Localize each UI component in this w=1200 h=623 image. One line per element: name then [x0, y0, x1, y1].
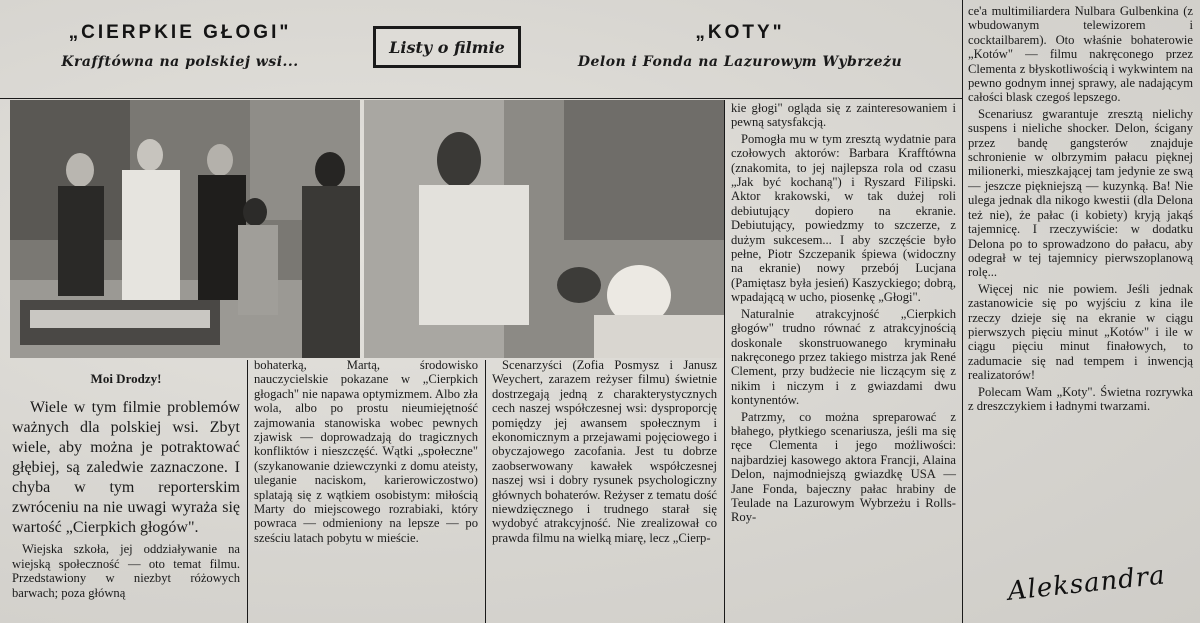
column-4-paragraph-2: Pomogła mu w tym zresztą wydatnie para czołowych aktorów: Barbara Krafftówna (znakomita, to jej najlepsza rola od czasu „Jak być kochaną") i Ryszard Filipski. Aktor krakowski, w tak dużej roli debiutujący dopiero na ekranie. Debiutujący, powiedzmy to szczerze, z dużym sukcesem... I aby szczęście było pełne, Piotr Szczepanik śpiewa (widoczny na ekranie) nowy przebój Lucjana (Pamiętasz była jesień) Kaszyckiego; dobrą, wpadającą w ucho, piosenkę „Głogi".	[731, 131, 956, 305]
column-2-text: bohaterką, Martą, środowisko nauczycielskie pokazane w „Cierpkich głogach" nie napawa optymizmem. Albo zła wola, albo po prostu nieumiejętność zajmowania stanowiska wobec pewnych zjawisk — doprowadzają do tragicznych konfliktów i nieszczęść. Wątki „społeczne" (szykanowanie dziewczynki z domu ateisty, uleganie naciskom, karierowiczostwo) splatają się z wątkiem osobistym: miłością Marty do miejscowego rozrabiaki, który powraca — odmieniony na lepsze — po sześciu latach pobytu w mieście.	[254, 358, 478, 545]
column-5	[968, 4, 1193, 415]
film-still-right-drawing	[364, 100, 724, 358]
film-still-right-image	[364, 100, 724, 358]
column-5-paragraph-3: Więcej nic nie powiem. Jeśli jednak zastanowicie się po wyjściu z kina ile rzeczy dzieje się na ekranie w ciągu pierwszych pięciu minut „Kotów" i ile w ciągu pięciu minut finałowych, to zadumacie się nad tempem i inwencją realizatorów!	[968, 281, 1193, 383]
column-4-paragraph-3: Naturalnie atrakcyjność „Cierpkich głogów" trudno równać z atrakcyjnością doskonale skonstruowanego kryminału nakręconego przez takiego mistrza jak René Clement, przy budżecie nie liczącym się z nikim i niczym i z gwiazdami dwu kontynentów.	[731, 306, 956, 408]
author-signature: Aleksandra	[1006, 560, 1168, 607]
film-still-left-drawing	[10, 100, 360, 358]
left-headline: „CIERPKIE GŁOGI"	[68, 22, 292, 43]
column-1-paragraph: Wiejska szkoła, jej oddziaływanie na wiejską społeczność — oto temat filmu. Przedstawiony w niezbyt różowych barwach; poza główną	[12, 542, 240, 600]
column-4-paragraph-4: Patrzmy, co można spreparować z błahego, płytkiego scenariusza, jeśli ma się ręce Clementa i jego możliwości: najbardziej kasowego aktora Francji, Alaina Delon, najmodniejszą gwiazdkę USA — Jane Fonda, bajeczny pałac hrabiny de Teulade na Lazurowym Wybrzeżu i Rolls-Roy-	[731, 409, 956, 525]
film-still-left-image	[10, 100, 360, 358]
column-divider-1	[247, 360, 248, 623]
left-subheadline: Krafftówna na polskiej wsi...	[61, 54, 299, 70]
column-3-text: Scenarzyści (Zofia Posmysz i Janusz Weychert, zarazem reżyser filmu) świetnie dostrzegają jedną z charakterystycznych cech naszej współczesnej wsi: dysproporcję pomiędzy jej awansem społecznym i ekonomicznym a przejawami pojęciowego i obyczajowego zacofania. Jest tu dobrze zaobserwowany kawałek współczesnej naszej wsi i dobry rysunek psychologiczny głównych bohaterów. Reżyser z tematu dość niewdzięcznego i trudnego starał się wydobyć atrakcyjność. Nie zrealizował co prawda filmu na wielką miarę, lecz „Cierp-	[492, 358, 717, 545]
left-header	[0, 0, 360, 96]
column-divider-2	[485, 360, 486, 623]
column-4	[731, 101, 956, 527]
column-3	[492, 358, 717, 547]
column-divider-4	[962, 0, 963, 623]
section-label-box: Listy o filmie	[373, 26, 521, 68]
right-header	[520, 0, 960, 96]
lead-paragraph-block	[12, 398, 240, 538]
column-5-paragraph-4: Polecam Wam „Koty". Świetna rozrywka z dreszczykiem i ładnymi twarzami.	[968, 384, 1193, 413]
column-4-paragraph-1: kie głogi" ogląda się z zainteresowaniem i pewną satysfakcją.	[731, 101, 956, 130]
column-5-paragraph-1: ce'a multimiliardera Nulbara Gulbenkina (z wbudowanym telewizorem i cocktailbarem). Oto właśnie bohaterowie „Kotów" — filmu nakręconego przez Clementa z błyskotliwością i wykwintem na pewno godnym innej sprawy, ale nadającym całości blask czegoś lepszego.	[968, 4, 1193, 105]
header-divider	[0, 98, 962, 99]
lead-paragraph: Wiele w tym filmie problemów ważnych dla polskiej wsi. Zbyt wiele, aby można je potraktować głębiej, są zaledwie zaznaczone. I chyba w tym reporterskim zwróceniu na nie uwagi wyraża się wartość „Cierpkich głogów".	[12, 399, 240, 537]
right-headline: „KOTY"	[695, 22, 785, 43]
column-1	[12, 372, 240, 602]
right-subheadline: Delon i Fonda na Lazurowym Wybrzeżu	[577, 54, 903, 70]
column-5-paragraph-2: Scenariusz gwarantuje zresztą nielichy suspens i nieliche shocker. Delon, ścigany przez bandę gangsterów znajduje schronienie w olbrzymim pałacu pięknej milionerki, mieszkającej tam jedynie ze swą — jeszcze piękniejszą — kuzynką. Ba! Nie ulega jednak dla nikogo kwestii (dla Delona też nie), że pałac (i kobiety) kryją jakąś tajemnicę. I rzeczywiście: w dodatku Delona po to sprowadzono do pałacu, aby odegrał w tej tajemnicy pierwszoplanową rolę...	[968, 106, 1193, 280]
greeting: Moi Drodzy!	[90, 371, 162, 386]
column-divider-3	[724, 100, 725, 623]
column-2	[254, 358, 478, 547]
